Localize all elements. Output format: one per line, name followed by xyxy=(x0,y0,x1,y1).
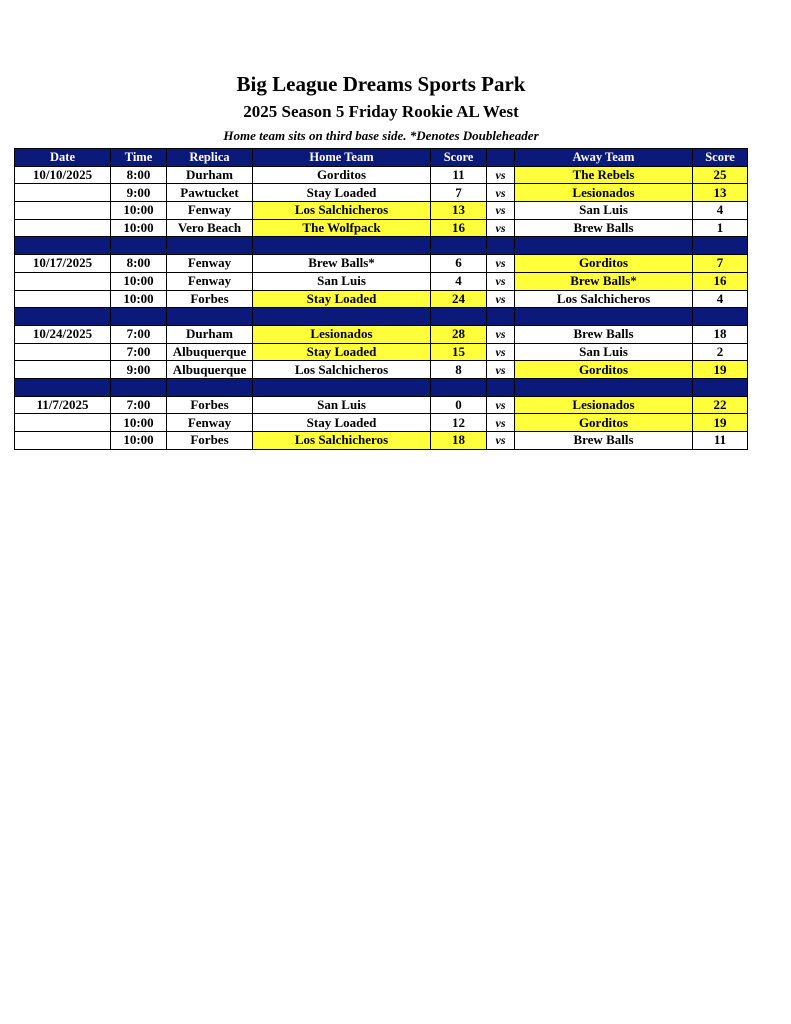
time-cell: 7:00 xyxy=(111,343,167,361)
vs-cell: vs xyxy=(487,343,515,361)
home-team-cell: Los Salchicheros xyxy=(253,432,431,450)
home-team-cell: Stay Loaded xyxy=(253,343,431,361)
separator-cell xyxy=(15,378,111,396)
vs-cell: vs xyxy=(487,219,515,237)
away-team-cell: Gorditos xyxy=(515,414,693,432)
column-header-time: Time xyxy=(111,149,167,167)
separator-cell xyxy=(253,378,431,396)
replica-cell: Pawtucket xyxy=(167,184,253,202)
week-separator-row xyxy=(15,308,748,326)
away-score-cell: 4 xyxy=(693,290,748,308)
game-row xyxy=(15,361,748,379)
away-score-cell: 1 xyxy=(693,219,748,237)
game-row xyxy=(15,184,748,202)
game-row xyxy=(15,343,748,361)
replica-cell: Fenway xyxy=(167,272,253,290)
date-cell: 10/24/2025 xyxy=(15,325,111,343)
column-header-vs xyxy=(487,149,515,167)
column-header-home-score: Score xyxy=(431,149,487,167)
replica-cell: Forbes xyxy=(167,396,253,414)
home-score-cell: 16 xyxy=(431,219,487,237)
separator-cell xyxy=(515,237,693,255)
time-cell: 10:00 xyxy=(111,202,167,220)
separator-cell xyxy=(431,308,487,326)
time-cell: 10:00 xyxy=(111,432,167,450)
away-team-cell: Brew Balls* xyxy=(515,272,693,290)
game-row xyxy=(15,219,748,237)
replica-cell: Vero Beach xyxy=(167,219,253,237)
replica-cell: Fenway xyxy=(167,414,253,432)
home-score-cell: 15 xyxy=(431,343,487,361)
separator-cell xyxy=(693,237,748,255)
column-header-date: Date xyxy=(15,149,111,167)
separator-cell xyxy=(487,308,515,326)
replica-cell: Albuquerque xyxy=(167,343,253,361)
time-cell: 10:00 xyxy=(111,219,167,237)
date-cell xyxy=(15,432,111,450)
replica-cell: Durham xyxy=(167,166,253,184)
time-cell: 7:00 xyxy=(111,396,167,414)
separator-cell xyxy=(167,378,253,396)
home-score-cell: 11 xyxy=(431,166,487,184)
away-team-cell: Gorditos xyxy=(515,255,693,273)
home-team-cell: Brew Balls* xyxy=(253,255,431,273)
game-row xyxy=(15,202,748,220)
away-team-cell: Lesionados xyxy=(515,184,693,202)
away-score-cell: 22 xyxy=(693,396,748,414)
time-cell: 8:00 xyxy=(111,166,167,184)
away-score-cell: 2 xyxy=(693,343,748,361)
separator-cell xyxy=(487,378,515,396)
schedule-body xyxy=(15,166,748,449)
replica-cell: Albuquerque xyxy=(167,361,253,379)
time-cell: 8:00 xyxy=(111,255,167,273)
vs-cell: vs xyxy=(487,202,515,220)
separator-cell xyxy=(693,378,748,396)
separator-cell xyxy=(111,378,167,396)
home-score-cell: 7 xyxy=(431,184,487,202)
column-header-replica: Replica xyxy=(167,149,253,167)
time-cell: 9:00 xyxy=(111,361,167,379)
home-team-cell: Lesionados xyxy=(253,325,431,343)
away-team-cell: San Luis xyxy=(515,343,693,361)
home-score-cell: 18 xyxy=(431,432,487,450)
away-team-cell: Gorditos xyxy=(515,361,693,379)
time-cell: 9:00 xyxy=(111,184,167,202)
home-team-cell: San Luis xyxy=(253,396,431,414)
column-header-home-team: Home Team xyxy=(253,149,431,167)
date-cell: 10/17/2025 xyxy=(15,255,111,273)
separator-cell xyxy=(167,308,253,326)
separator-cell xyxy=(693,308,748,326)
vs-cell: vs xyxy=(487,166,515,184)
separator-cell xyxy=(15,308,111,326)
home-score-cell: 0 xyxy=(431,396,487,414)
schedule-note: Home team sits on third base side. *Denotes Doubleheader xyxy=(223,128,539,143)
replica-cell: Fenway xyxy=(167,202,253,220)
separator-cell xyxy=(515,378,693,396)
away-score-cell: 11 xyxy=(693,432,748,450)
column-header-away-score: Score xyxy=(693,149,748,167)
away-team-cell: Brew Balls xyxy=(515,325,693,343)
vs-cell: vs xyxy=(487,272,515,290)
separator-cell xyxy=(431,378,487,396)
date-cell xyxy=(15,219,111,237)
page-title: Big League Dreams Sports Park xyxy=(236,72,526,96)
away-score-cell: 25 xyxy=(693,166,748,184)
week-separator-row xyxy=(15,378,748,396)
date-cell xyxy=(15,184,111,202)
game-row xyxy=(15,432,748,450)
separator-cell xyxy=(111,237,167,255)
away-score-cell: 18 xyxy=(693,325,748,343)
time-cell: 10:00 xyxy=(111,272,167,290)
date-cell: 11/7/2025 xyxy=(15,396,111,414)
replica-cell: Forbes xyxy=(167,432,253,450)
separator-cell xyxy=(111,308,167,326)
separator-cell xyxy=(431,237,487,255)
home-team-cell: Stay Loaded xyxy=(253,184,431,202)
home-team-cell: San Luis xyxy=(253,272,431,290)
away-score-cell: 19 xyxy=(693,361,748,379)
vs-cell: vs xyxy=(487,396,515,414)
separator-cell xyxy=(515,308,693,326)
time-cell: 10:00 xyxy=(111,290,167,308)
vs-cell: vs xyxy=(487,414,515,432)
vs-cell: vs xyxy=(487,325,515,343)
replica-cell: Fenway xyxy=(167,255,253,273)
home-score-cell: 13 xyxy=(431,202,487,220)
home-team-cell: Gorditos xyxy=(253,166,431,184)
game-row xyxy=(15,166,748,184)
separator-cell xyxy=(253,308,431,326)
time-cell: 10:00 xyxy=(111,414,167,432)
game-row xyxy=(15,272,748,290)
away-team-cell: Los Salchicheros xyxy=(515,290,693,308)
date-cell xyxy=(15,272,111,290)
separator-cell xyxy=(15,237,111,255)
vs-cell: vs xyxy=(487,290,515,308)
date-cell xyxy=(15,343,111,361)
home-score-cell: 24 xyxy=(431,290,487,308)
home-team-cell: Stay Loaded xyxy=(253,290,431,308)
date-cell xyxy=(15,414,111,432)
date-cell: 10/10/2025 xyxy=(15,166,111,184)
away-team-cell: Lesionados xyxy=(515,396,693,414)
home-score-cell: 8 xyxy=(431,361,487,379)
game-row xyxy=(15,325,748,343)
separator-cell xyxy=(487,237,515,255)
game-row xyxy=(15,396,748,414)
away-score-cell: 4 xyxy=(693,202,748,220)
away-score-cell: 13 xyxy=(693,184,748,202)
away-score-cell: 7 xyxy=(693,255,748,273)
replica-cell: Durham xyxy=(167,325,253,343)
separator-cell xyxy=(167,237,253,255)
vs-cell: vs xyxy=(487,432,515,450)
away-team-cell: San Luis xyxy=(515,202,693,220)
home-score-cell: 4 xyxy=(431,272,487,290)
home-team-cell: Los Salchicheros xyxy=(253,361,431,379)
away-score-cell: 19 xyxy=(693,414,748,432)
vs-cell: vs xyxy=(487,184,515,202)
home-score-cell: 6 xyxy=(431,255,487,273)
time-cell: 7:00 xyxy=(111,325,167,343)
away-team-cell: Brew Balls xyxy=(515,219,693,237)
home-score-cell: 28 xyxy=(431,325,487,343)
home-team-cell: Los Salchicheros xyxy=(253,202,431,220)
schedule-table xyxy=(14,148,748,450)
week-separator-row xyxy=(15,237,748,255)
away-team-cell: Brew Balls xyxy=(515,432,693,450)
vs-cell: vs xyxy=(487,255,515,273)
away-team-cell: The Rebels xyxy=(515,166,693,184)
date-cell xyxy=(15,202,111,220)
home-score-cell: 12 xyxy=(431,414,487,432)
game-row xyxy=(15,414,748,432)
away-score-cell: 16 xyxy=(693,272,748,290)
date-cell xyxy=(15,361,111,379)
game-row xyxy=(15,255,748,273)
column-header-away-team: Away Team xyxy=(515,149,693,167)
replica-cell: Forbes xyxy=(167,290,253,308)
page-subtitle: 2025 Season 5 Friday Rookie AL West xyxy=(243,102,519,121)
date-cell xyxy=(15,290,111,308)
home-team-cell: The Wolfpack xyxy=(253,219,431,237)
separator-cell xyxy=(253,237,431,255)
home-team-cell: Stay Loaded xyxy=(253,414,431,432)
vs-cell: vs xyxy=(487,361,515,379)
table-header-row xyxy=(15,149,748,167)
game-row xyxy=(15,290,748,308)
